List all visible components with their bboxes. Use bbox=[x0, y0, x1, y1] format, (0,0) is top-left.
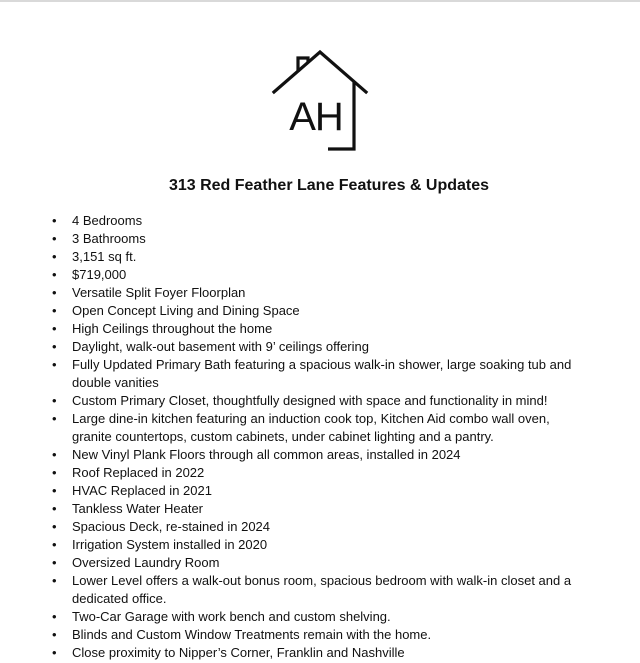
list-item-text: Lower Level offers a walk-out bonus room, spacious bedroom with walk-in closet and a bbox=[72, 573, 572, 588]
bullet-icon: • bbox=[52, 321, 57, 336]
list-item bbox=[0, 608, 640, 626]
list-item bbox=[0, 464, 640, 482]
list-item-text: $719,000 bbox=[72, 267, 127, 282]
list-item bbox=[0, 302, 640, 320]
list-item-text: Versatile Split Foyer Floorplan bbox=[72, 285, 246, 300]
list-item-text: Large dine-in kitchen featuring an induction cook top, Kitchen Aid combo wall oven, bbox=[72, 411, 550, 426]
feature-list bbox=[0, 212, 640, 662]
bullet-icon: • bbox=[52, 339, 57, 354]
logo bbox=[270, 48, 370, 152]
list-item-text: HVAC Replaced in 2021 bbox=[72, 483, 212, 498]
list-item-text: Oversized Laundry Room bbox=[72, 555, 220, 570]
bullet-icon: • bbox=[52, 537, 57, 552]
list-item bbox=[0, 284, 640, 302]
bullet-icon: • bbox=[52, 213, 57, 228]
list-item bbox=[0, 626, 640, 644]
list-item-text: Roof Replaced in 2022 bbox=[72, 465, 205, 480]
list-item bbox=[0, 500, 640, 518]
list-item bbox=[0, 392, 640, 410]
list-item-text-continued: dedicated office. bbox=[72, 591, 167, 606]
bullet-icon: • bbox=[52, 483, 57, 498]
list-item-text-continued: double vanities bbox=[72, 375, 159, 390]
bullet-icon: • bbox=[52, 627, 57, 642]
bullet-icon: • bbox=[52, 609, 57, 624]
list-item bbox=[0, 248, 640, 266]
list-item bbox=[0, 572, 640, 608]
bullet-icon: • bbox=[52, 555, 57, 570]
list-item-text-continued: granite countertops, custom cabinets, under cabinet lighting and a pantry. bbox=[72, 429, 494, 444]
list-item-text: Irrigation System installed in 2020 bbox=[72, 537, 268, 552]
list-item-text: Fully Updated Primary Bath featuring a spacious walk-in shower, large soaking tub and bbox=[72, 357, 572, 372]
bullet-icon: • bbox=[52, 249, 57, 264]
list-item bbox=[0, 554, 640, 572]
bullet-icon: • bbox=[52, 447, 57, 462]
list-item bbox=[0, 356, 640, 392]
list-item-text: Daylight, walk-out basement with 9’ ceilings offering bbox=[72, 339, 369, 354]
bullet-icon: • bbox=[52, 645, 57, 660]
bullet-icon: • bbox=[52, 501, 57, 516]
list-item bbox=[0, 410, 640, 446]
bullet-icon: • bbox=[52, 573, 57, 588]
list-item bbox=[0, 518, 640, 536]
logo-monogram: AH bbox=[289, 95, 343, 139]
list-item bbox=[0, 338, 640, 356]
bullet-icon: • bbox=[52, 303, 57, 318]
list-item-text: Tankless Water Heater bbox=[72, 501, 204, 516]
list-item-text: Open Concept Living and Dining Space bbox=[72, 303, 300, 318]
bullet-icon: • bbox=[52, 393, 57, 408]
list-item-text: High Ceilings throughout the home bbox=[72, 321, 273, 336]
list-item bbox=[0, 644, 640, 662]
page-title: 313 Red Feather Lane Features & Updates bbox=[168, 177, 490, 194]
bullet-icon: • bbox=[52, 357, 57, 372]
list-item bbox=[0, 230, 640, 248]
list-item-text: 3 Bathrooms bbox=[72, 231, 146, 246]
list-item-text: Custom Primary Closet, thoughtfully designed with space and functionality in mind! bbox=[72, 393, 548, 408]
list-item-text: Close proximity to Nipper’s Corner, Franklin and Nashville bbox=[72, 645, 405, 660]
list-item-text: Two-Car Garage with work bench and custom shelving. bbox=[72, 609, 391, 624]
list-item bbox=[0, 482, 640, 500]
bullet-icon: • bbox=[52, 267, 57, 282]
list-item-text: 3,151 sq ft. bbox=[72, 249, 137, 264]
list-item-text: 4 Bedrooms bbox=[72, 213, 143, 228]
bullet-icon: • bbox=[52, 519, 57, 534]
list-item bbox=[0, 212, 640, 230]
bullet-icon: • bbox=[52, 285, 57, 300]
top-divider bbox=[0, 0, 640, 2]
list-item bbox=[0, 536, 640, 554]
list-item bbox=[0, 266, 640, 284]
list-item bbox=[0, 446, 640, 464]
bullet-icon: • bbox=[52, 411, 57, 426]
list-item-text: Blinds and Custom Window Treatments remain with the home. bbox=[72, 627, 432, 642]
list-item-text: New Vinyl Plank Floors through all common areas, installed in 2024 bbox=[72, 447, 461, 462]
list-item-text: Spacious Deck, re-stained in 2024 bbox=[72, 519, 271, 534]
bullet-icon: • bbox=[52, 231, 57, 246]
bullet-icon: • bbox=[52, 465, 57, 480]
list-item bbox=[0, 320, 640, 338]
